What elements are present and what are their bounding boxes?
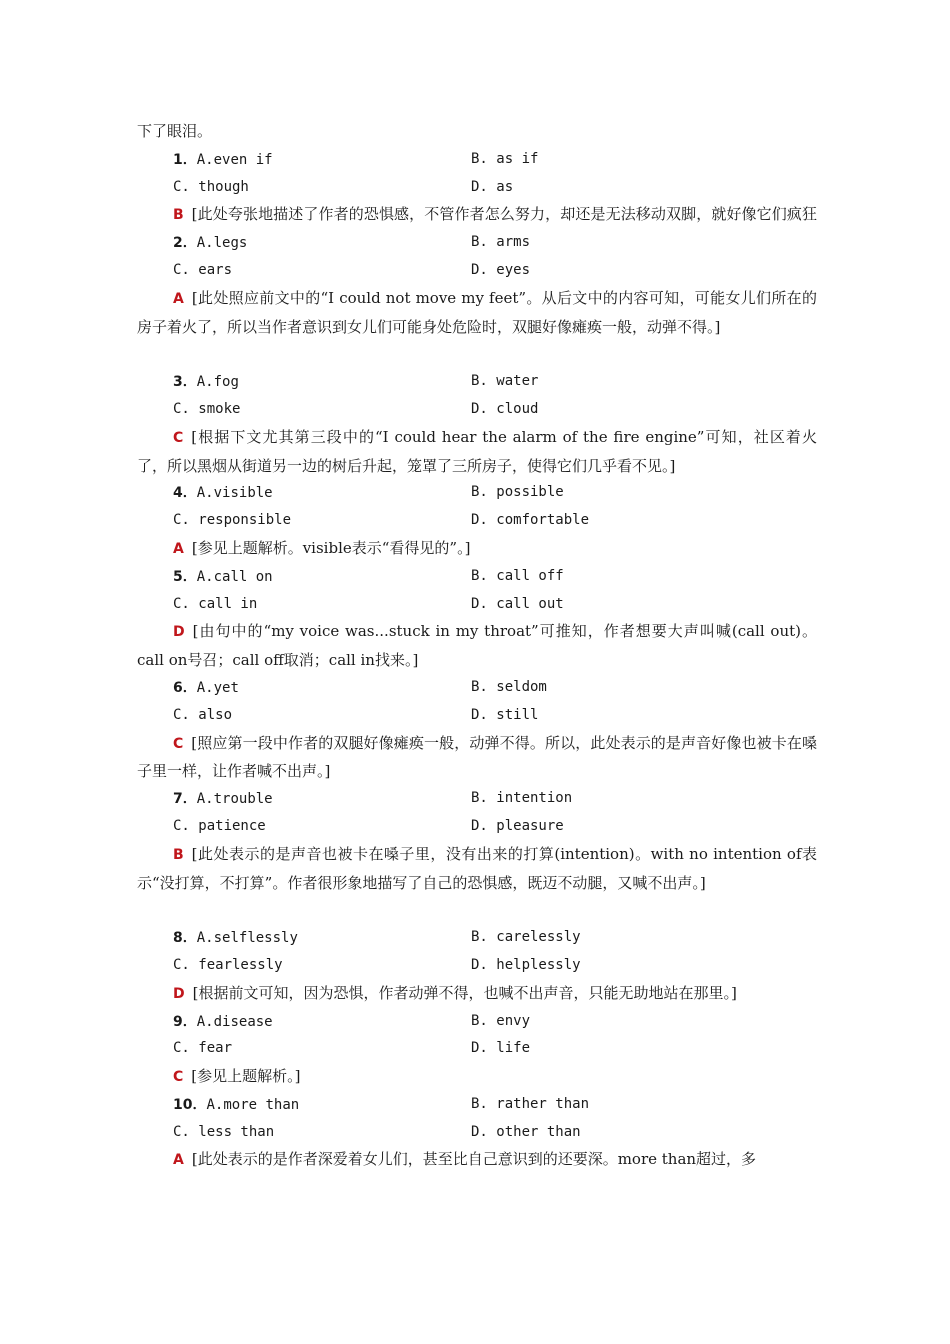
options-row-ab (137, 146, 817, 174)
option-d: D. comfortable (471, 512, 590, 529)
option-a (173, 479, 273, 508)
option-d: D. other than (471, 1123, 581, 1140)
option-a-text: A.fog (196, 374, 239, 391)
option-d: D. as (471, 178, 514, 195)
continuation-line: 下了眼泪。 (137, 122, 213, 140)
option-b: B. intention (471, 790, 573, 807)
options-row-cd (137, 1119, 817, 1147)
option-d: D. cloud (471, 400, 539, 417)
answer-letter: C (173, 1069, 184, 1086)
answer-letter: A (173, 1152, 184, 1169)
question-number: 4． (173, 485, 197, 502)
option-d: D. helplessly (471, 956, 581, 973)
option-a-text: A.call on (196, 568, 273, 585)
options-row-ab (137, 785, 817, 813)
answer-explanation (137, 285, 817, 368)
option-a (173, 674, 239, 703)
answer-letter: B (173, 207, 184, 224)
page-content (137, 118, 817, 1174)
answer-explanation (137, 424, 817, 480)
answer-letter: C (173, 429, 184, 446)
question-item (137, 479, 817, 562)
answer-letter: D (173, 624, 185, 641)
explanation-text: [根据前文可知，因为恐惧，作者动弹不得，也喊不出声音，只能无助地站在那里。] (192, 983, 737, 1002)
options-row-cd (137, 591, 817, 619)
option-b: B. call off (471, 567, 564, 584)
options-row-cd (137, 174, 817, 202)
question-number: 3． (173, 374, 197, 391)
explanation-text: [此处表示的是声音也被卡在嗓子里，没有出来的打算(intention)。with no intention of表示“没打算，不打算”。作者很形象地描写了自己的恐惧感，既迈不动腿，又喊不出声。] (137, 844, 817, 892)
option-a-text: A.legs (196, 235, 248, 252)
options-row-ab (137, 368, 817, 396)
option-a-text: A.yet (196, 679, 239, 696)
explanation-text: [由句中的“my voice was...stuck in my throat”可推知，作者想要大声叫喊(call out)。call on号召；call off取消；call in找来。] (137, 622, 817, 670)
explanation-text: [根据下文尤其第三段中的“I could hear the alarm of the fire engine”可知，社区着火了，所以黑烟从街道另一边的树后升起，笼罩了三所房子，使得它们几乎看不见。] (137, 427, 817, 475)
options-row-ab (137, 229, 817, 257)
explanation-text: [参见上题解析。] (191, 1067, 301, 1086)
option-c: C. fear (173, 1040, 233, 1057)
explanation-text: [参见上题解析。visible表示“看得见的”。] (191, 538, 471, 557)
question-item (137, 146, 817, 229)
option-a-text: A.more than (206, 1096, 300, 1113)
answer-explanation (137, 535, 817, 563)
question-item (137, 924, 817, 1007)
option-a (173, 1008, 273, 1037)
answer-letter: C (173, 735, 184, 752)
question-number: 1． (173, 151, 197, 168)
option-c: C. patience (173, 817, 266, 834)
option-c: C. call in (173, 595, 258, 612)
option-a (173, 229, 247, 258)
options-row-ab (137, 479, 817, 507)
option-a-text: A.visible (196, 485, 273, 502)
options-row-cd (137, 396, 817, 424)
option-b: B. rather than (471, 1095, 590, 1112)
question-list (137, 146, 817, 1174)
options-row-ab (137, 1008, 817, 1036)
question-item (137, 785, 817, 924)
option-a (173, 368, 239, 397)
option-c: C. ears (173, 261, 233, 278)
question-item (137, 563, 817, 674)
option-d: D. still (471, 706, 539, 723)
answer-letter: D (173, 985, 185, 1002)
option-a (173, 146, 273, 175)
answer-explanation (137, 1063, 817, 1091)
options-row-ab (137, 563, 817, 591)
option-b: B. envy (471, 1012, 531, 1029)
option-c: C. fearlessly (173, 956, 283, 973)
option-b: B. as if (471, 150, 539, 167)
answer-explanation (137, 201, 817, 229)
option-a-text: A.disease (196, 1013, 273, 1030)
question-item (137, 1008, 817, 1091)
option-b: B. seldom (471, 678, 547, 695)
answer-explanation (137, 1146, 817, 1174)
option-b: B. water (471, 373, 539, 390)
answer-explanation (137, 618, 817, 674)
answer-explanation (137, 980, 817, 1008)
answer-letter: A (173, 540, 184, 557)
option-b: B. arms (471, 234, 531, 251)
options-row-cd (137, 507, 817, 535)
option-b: B. carelessly (471, 929, 581, 946)
options-row-cd (137, 952, 817, 980)
question-item (137, 229, 817, 368)
options-row-cd (137, 1035, 817, 1063)
answer-explanation (137, 730, 817, 786)
option-c: C. also (173, 706, 233, 723)
option-a (173, 924, 298, 953)
option-a-text: A.even if (196, 151, 273, 168)
option-d: D. pleasure (471, 817, 564, 834)
option-d: D. call out (471, 595, 564, 612)
options-row-cd (137, 702, 817, 730)
question-number: 6． (173, 679, 197, 696)
option-d: D. eyes (471, 261, 531, 278)
option-d: D. life (471, 1040, 531, 1057)
question-number: 7． (173, 791, 197, 808)
question-number: 9． (173, 1013, 197, 1030)
option-c: C. smoke (173, 400, 241, 417)
question-number: 5． (173, 568, 197, 585)
options-row-cd (137, 257, 817, 285)
question-item (137, 674, 817, 785)
option-c: C. responsible (173, 512, 292, 529)
question-number: 8． (173, 930, 197, 947)
option-a (173, 785, 273, 814)
options-row-cd (137, 813, 817, 841)
explanation-text: [此处夸张地描述了作者的恐惧感，不管作者怎么努力，却还是无法移动双脚，就好像它们疯狂 (191, 205, 817, 224)
question-number: 10． (173, 1096, 207, 1113)
option-a (173, 563, 273, 592)
option-b: B. possible (471, 484, 564, 501)
question-item (137, 1091, 817, 1174)
options-row-ab (137, 674, 817, 702)
question-number: 2． (173, 235, 197, 252)
option-a (173, 1091, 299, 1120)
answer-explanation (137, 841, 817, 924)
options-row-ab (137, 1091, 817, 1119)
explanation-text: [照应第一段中作者的双腿好像瘫痪一般，动弹不得。所以，此处表示的是声音好像也被卡在嗓子里一样，让作者喊不出声。] (137, 733, 817, 781)
answer-letter: B (173, 846, 184, 863)
question-item (137, 368, 817, 479)
option-a-text: A.trouble (196, 791, 273, 808)
option-c: C. though (173, 178, 249, 195)
explanation-text: [此处表示的是作者深爱着女儿们，甚至比自己意识到的还要深。more than超过，多 (191, 1150, 757, 1169)
answer-letter: A (173, 290, 184, 307)
option-a-text: A.selflessly (196, 930, 298, 947)
option-c: C. less than (173, 1123, 275, 1140)
options-row-ab (137, 924, 817, 952)
explanation-text: [此处照应前文中的“I could not move my feet”。从后文中的内容可知，可能女儿们所在的房子着火了，所以当作者意识到女儿们可能身处危险时，双腿好像瘫痪一般，动弹不得。] (137, 288, 817, 336)
